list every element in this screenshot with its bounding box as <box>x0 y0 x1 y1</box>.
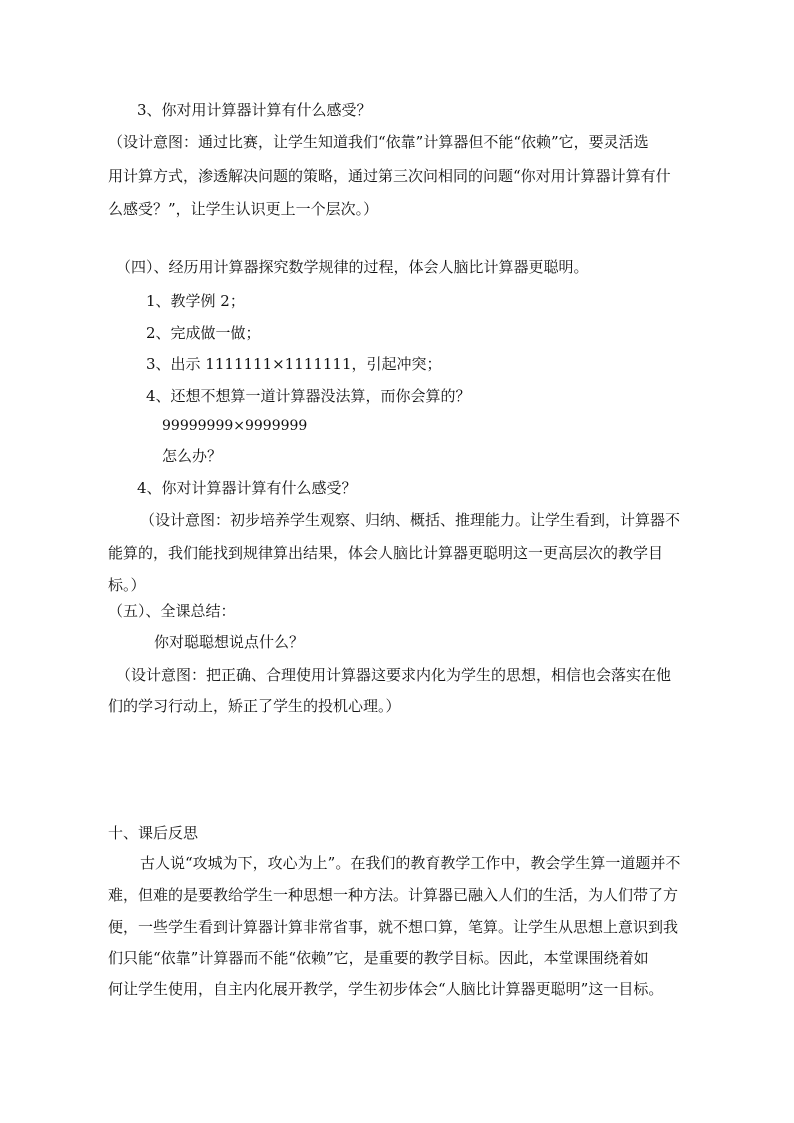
how-question: 怎么办？ <box>162 447 223 465</box>
design-intent-line: 么感受？”，让学生认识更上一个层次。） <box>108 200 379 218</box>
reflection-paragraph-line: 古人说“攻城为下，攻心为上”。在我们的教育教学工作中，教会学生算一道题并不 <box>140 854 681 872</box>
question-4: 4、你对计算器计算有什么感受？ <box>137 479 357 497</box>
section-4-heading: （四）、经历用计算器探究数学规律的过程，体会人脑比计算器更聪明。 <box>116 258 589 276</box>
design-intent-line: （设计意图：初步培养学生观察、归纳、概括、推理能力。让学生看到，计算器不 <box>140 511 681 529</box>
reflection-paragraph-line: 何让学生使用，自主内化展开教学，学生初步体会“人脑比计算器更聪明”这一目标。 <box>108 980 664 998</box>
design-intent-line: 标。） <box>108 576 146 594</box>
design-intent-line: 用计算方式，渗透解决问题的策略，通过第三次问相同的问题“你对用计算器计算有什 <box>108 167 671 185</box>
section-5-heading: （五）、全课总结： <box>108 602 236 620</box>
design-intent-line: 们的学习行动上，矫正了学生的投机心理。） <box>108 697 401 715</box>
list-item: 1、教学例 2； <box>146 292 245 310</box>
list-item: 2、完成做一做； <box>146 324 261 342</box>
reflection-heading: 十、课后反思 <box>108 824 199 842</box>
design-intent-line: 能算的，我们能找到规律算出结果，体会人脑比计算器更聪明这一更高层次的教学目 <box>108 544 664 562</box>
reflection-paragraph-line: 便，一些学生看到计算器计算非常省事，就不想口算，笔算。让学生从思想上意识到我 <box>108 918 679 936</box>
question-3: 3、你对用计算器计算有什么感受？ <box>137 101 372 119</box>
design-intent-line: （设计意图：把正确、合理使用计算器这要求内化为学生的思想，相信也会落实在他 <box>116 666 672 684</box>
reflection-paragraph-line: 难，但难的是要教给学生一种思想一种方法。计算器已融入人们的生活，为人们带了方 <box>108 886 679 904</box>
design-intent-line: （设计意图：通过比赛，让学生知道我们“依靠”计算器但不能“依赖”它，要灵活选 <box>108 133 649 151</box>
reflection-paragraph-line: 们只能“依靠”计算器而不能“依赖”它，是重要的教学目标。因此，本堂课围绕着如 <box>108 949 649 967</box>
list-item: 4、还想不想算一道计算器没法算，而你会算的？ <box>146 387 471 405</box>
summary-question: 你对聪聪想说点什么？ <box>154 633 305 651</box>
math-expression: 99999999×9999999 <box>162 418 308 434</box>
list-item: 3、出示 1111111×1111111，引起冲突； <box>146 355 442 373</box>
